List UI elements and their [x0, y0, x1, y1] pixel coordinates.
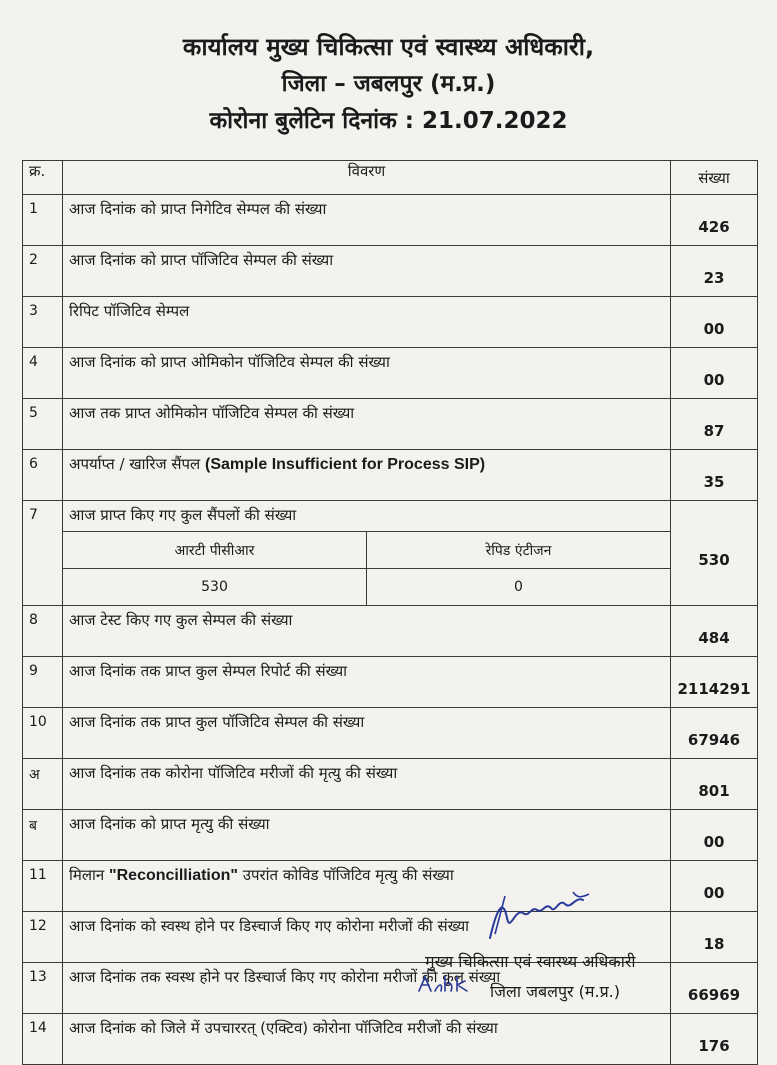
row-count: 18 [671, 912, 758, 963]
row-serial: 10 [23, 708, 63, 759]
row-serial: 3 [23, 297, 63, 348]
row-description-text: आज प्राप्त किए गए कुल सैंपलों की संख्या [69, 506, 297, 524]
row-description-english: (Sample Insufficient for Process SIP) [205, 456, 486, 473]
rapid-antigen-header: रेपिड एंटीजन [367, 532, 671, 569]
row-count: 87 [671, 399, 758, 450]
row-serial: 9 [23, 657, 63, 708]
row-description: आज दिनांक तक प्राप्त कुल पॉजिटिव सेम्पल की संख्या [63, 708, 671, 759]
row-serial: 11 [23, 861, 63, 912]
row-count: 801 [671, 759, 758, 810]
row-count: 67946 [671, 708, 758, 759]
table-row [23, 399, 758, 450]
row-serial: अ [23, 759, 63, 810]
row-description: आज दिनांक तक कोरोना पॉजिटिव मरीजों की मृत्यु की संख्या [63, 759, 671, 810]
row-description-english: "Reconcilliation" [109, 867, 238, 884]
row-description: आज टेस्ट किए गए कुल सेम्पल की संख्या [63, 606, 671, 657]
row-serial: 7 [23, 501, 63, 606]
row-serial: 4 [23, 348, 63, 399]
row-serial: 2 [23, 246, 63, 297]
row-count: 23 [671, 246, 758, 297]
table-row [23, 606, 758, 657]
row-description-prefix: मिलान [69, 866, 105, 884]
row-serial: 13 [23, 963, 63, 1014]
row-description: आज दिनांक तक स्वस्थ होने पर डिस्चार्ज किए गए कोरोना मरीजों की कुल संख्या [63, 963, 671, 1014]
row-count: 426 [671, 195, 758, 246]
row-description: आज तक प्राप्त ओमिकोन पॉजिटिव सेम्पल की संख्या [63, 399, 671, 450]
row-serial: 8 [23, 606, 63, 657]
rt-pcr-header: आरटी पीसीआर [63, 532, 367, 569]
column-header-serial: क्र. [23, 161, 63, 195]
row-count: 00 [671, 861, 758, 912]
row-description [63, 450, 671, 501]
row-count: 530 [671, 501, 758, 606]
sample-split-header-row [63, 532, 670, 569]
table-row [23, 759, 758, 810]
office-title: कार्यालय मुख्य चिकित्सा एवं स्वास्थ्य अधिकारी, [182, 33, 595, 61]
row-count: 35 [671, 450, 758, 501]
table-row [23, 348, 758, 399]
row-description: आज दिनांक को प्राप्त पॉजिटिव सेम्पल की संख्या [63, 246, 671, 297]
row-serial: ब [23, 810, 63, 861]
row-count: 484 [671, 606, 758, 657]
rt-pcr-value: 530 [63, 569, 367, 606]
row-serial: 1 [23, 195, 63, 246]
row-serial: 5 [23, 399, 63, 450]
sample-split-table [63, 531, 670, 605]
row-description: आज दिनांक को प्राप्त निगेटिव सेम्पल की संख्या [63, 195, 671, 246]
row-description-hindi: अपर्याप्त / खारिज सैंपल [69, 455, 201, 473]
row-serial: 14 [23, 1014, 63, 1065]
row-count: 66969 [671, 963, 758, 1014]
table-row [23, 195, 758, 246]
table-row [23, 297, 758, 348]
row-serial: 12 [23, 912, 63, 963]
table-row [23, 810, 758, 861]
row-description: आज दिनांक को जिले में उपचाररत् (एक्टिव) कोरोना पॉजिटिव मरीजों की संख्या [63, 1014, 671, 1065]
table-row [23, 657, 758, 708]
row-count: 00 [671, 297, 758, 348]
row-description: आज दिनांक तक प्राप्त कुल सेम्पल रिपोर्ट की संख्या [63, 657, 671, 708]
row-count: 2114291 [671, 657, 758, 708]
signature-block [0, 880, 777, 1024]
row-count: 00 [671, 810, 758, 861]
row-count: 176 [671, 1014, 758, 1065]
row-description: रिपिट पॉजिटिव सेम्पल [63, 297, 671, 348]
district-title: जिला – जबलपुर (म.प्र.) [281, 71, 496, 97]
handwritten-initials [415, 973, 475, 997]
column-header-count: संख्या [671, 161, 758, 195]
table-row [23, 708, 758, 759]
table-row [23, 450, 758, 501]
rapid-antigen-value: 0 [367, 569, 671, 606]
table-row [23, 501, 758, 606]
handwritten-signature [485, 888, 595, 948]
table-row [23, 246, 758, 297]
row-description: आज दिनांक को प्राप्त ओमिकोन पॉजिटिव सेम्पल की संख्या [63, 348, 671, 399]
row-description-hindi: उपरांत कोविड पॉजिटिव मृत्यु की संख्या [242, 866, 454, 884]
column-header-description: विवरण [63, 161, 671, 195]
row-description: आज दिनांक को स्वस्थ होने पर डिस्चार्ज किए गए कोरोना मरीजों की संख्या [63, 912, 671, 963]
sample-split-value-row [63, 569, 670, 606]
signatory-title: मुख्य चिकित्सा एवं स्वास्थ्य अधिकारी [425, 952, 636, 971]
bulletin-date-title: कोरोना बुलेटिन दिनांक : 21.07.2022 [209, 108, 568, 134]
table-header-row [23, 161, 758, 195]
row-description [63, 501, 671, 606]
signatory-location: जिला जबलपुर (म.प्र.) [490, 982, 620, 1001]
row-description: आज दिनांक को प्राप्त मृत्यु की संख्या [63, 810, 671, 861]
row-serial: 6 [23, 450, 63, 501]
row-count: 00 [671, 348, 758, 399]
